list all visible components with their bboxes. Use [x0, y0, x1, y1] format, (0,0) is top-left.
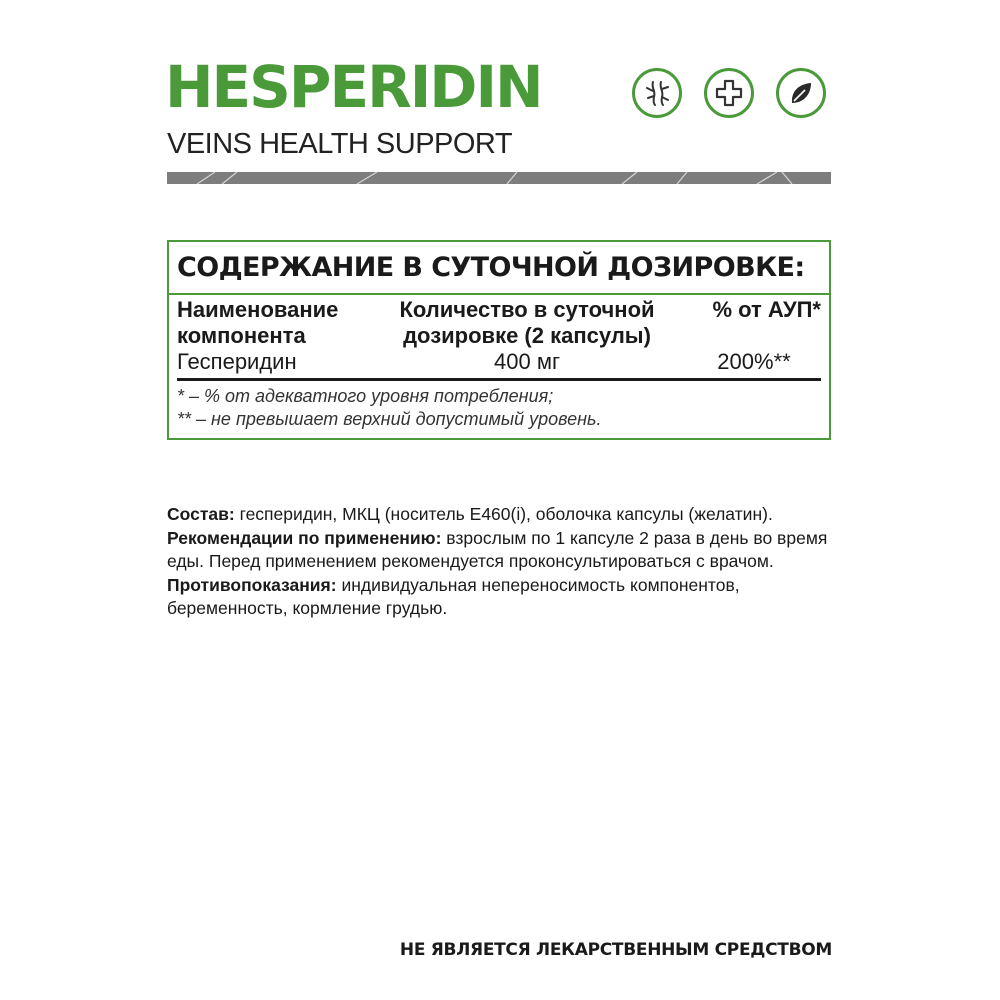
- contraindications-label: Противопоказания:: [167, 574, 337, 595]
- footnote-2: ** – не превышает верхний допустимый уровень.: [177, 409, 602, 429]
- medical-cross-icon: [704, 68, 754, 118]
- usage-text: взрослым по 1 капсуле 2 раза в день во время еды. Перед применением рекомендуется проконсультироваться с врачом.: [167, 527, 828, 571]
- table-divider: [169, 293, 829, 295]
- column-header-percent: % от АУП*: [712, 297, 821, 322]
- table-title: СОДЕРЖАНИЕ В СУТОЧНОЙ ДОЗИРОВКЕ:: [177, 252, 805, 283]
- cell-component-name: Гесперидин: [177, 349, 297, 374]
- footnote-1: * – % от адекватного уровня потребления;: [177, 386, 554, 406]
- composition: [167, 503, 847, 527]
- product-title: HESPERIDIN: [165, 53, 542, 121]
- row-divider: [177, 378, 821, 381]
- leaf-icon: [776, 68, 826, 118]
- product-info: [167, 503, 847, 621]
- contraindications-text: индивидуальная непереносимость компонентов, беременность, кормление грудью.: [167, 574, 740, 618]
- disclaimer: НЕ ЯВЛЯЕТСЯ ЛЕКАРСТВЕННЫМ СРЕДСТВОМ: [399, 940, 832, 960]
- composition-text: гесперидин, МКЦ (носитель Е460(i), оболочка капсулы (желатин).: [234, 504, 773, 524]
- column-header-quantity: Количество в суточной дозировке (2 капсулы): [399, 297, 655, 348]
- product-subtitle: VEINS HEALTH SUPPORT: [167, 128, 513, 160]
- usage-label: Рекомендации по применению:: [167, 527, 442, 548]
- cell-percent: 200%**: [717, 349, 791, 374]
- contraindications: [167, 574, 847, 621]
- decorative-band: [167, 172, 831, 184]
- daily-dosage-table: [167, 240, 831, 440]
- composition-label: Состав:: [167, 504, 235, 524]
- usage-recommendations: [167, 527, 847, 574]
- veins-icon: [632, 68, 682, 118]
- column-header-component: Наименование компонента: [177, 297, 339, 348]
- cell-quantity: 400 мг: [494, 349, 560, 374]
- feature-icons: [632, 68, 826, 118]
